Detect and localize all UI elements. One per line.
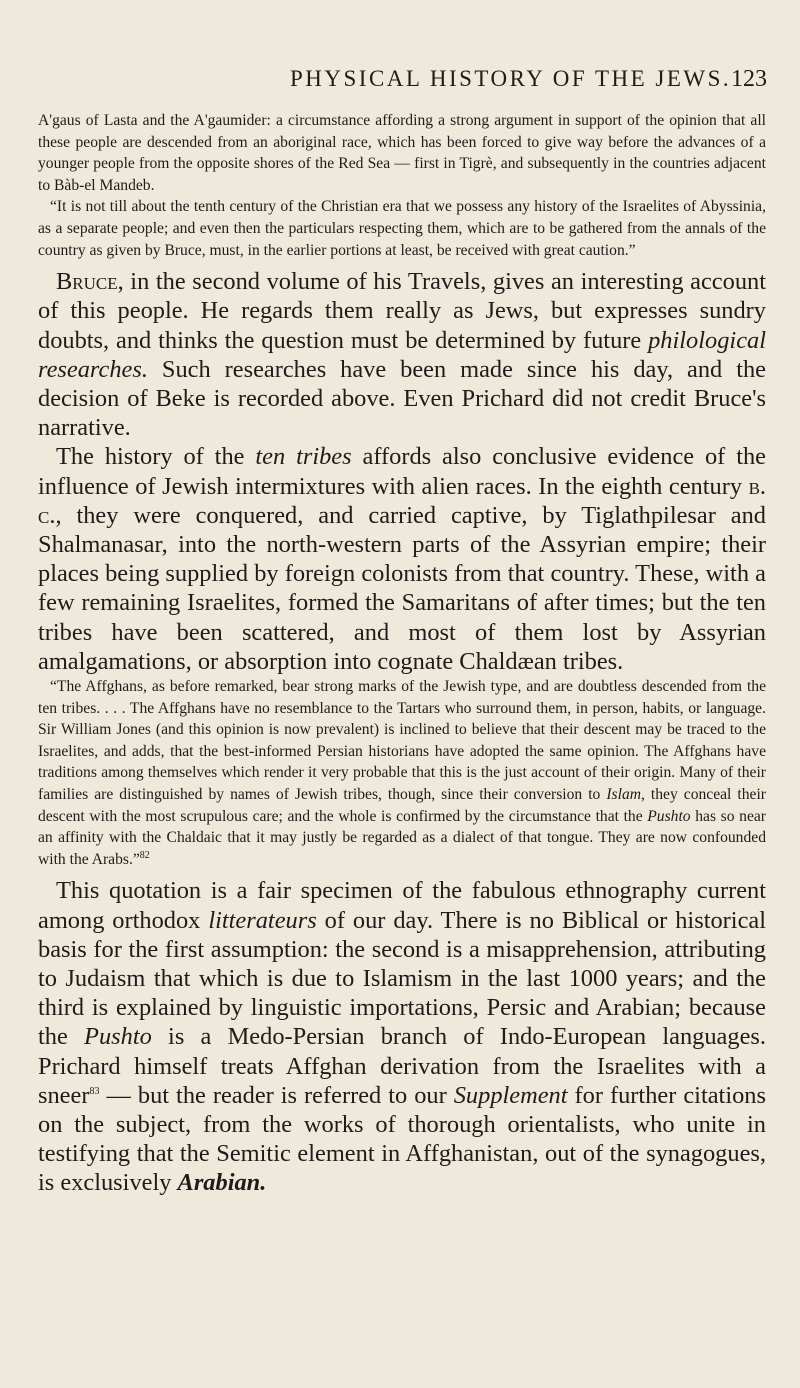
quote-abyssinia-history: “It is not till about the tenth century of the Christian era that we possess any history of the Israelites of Abyssinia, as a separate people; and even then the particulars respecting them, which are to be gathered from the annals of the country as given by Bruce, must, in the earlier portions at least, be received with great caution.” [38,198,766,259]
page-body [38,110,766,1198]
emphasis-ten-tribes: ten tribes [255,443,352,471]
quote-affghans: “The Affghans, as before remarked, bear strong marks of the Jewish type, and are doubtless descended from the ten tribes. . . . The Affghans have no resemblance to the Tartars who surround them, in person, habits, or language. Sir William Jones (and this opinion is now prevalent) is inclined to believe that their descent may be traced to the Israelites, and adds, that the best-informed Persian historians have adopted the same opinion. The Affghans have traditions among themselves which render it very probable that this is the just account of their origin. Many of their families are distinguished by names of Jewish tribes, though, since their conversion to Islam, they conceal their descent with the most scrupulous care; and the whole is confirmed by the circumstance that the Pushto has so near an affinity with the Chaldaic that it may justly be regarded as a dialect of that tongue. They are now confounded with the Arabs.”$^{82}$ [38,678,766,868]
quote-abyssinia-continued: A'gaus of Lasta and the A'gaumider: a circumstance affording a strong argument in support of the opinion that all these people are descended from an aboriginal race, which has been forced to give way before the advances of a younger people from the opposite shores of the Red Sea — first in Tigrè, and subsequently in the countries adjacent to Bàb-el Mandeb. [38,112,766,194]
emphasis-arabian: Arabian. [177,1169,267,1197]
page-header [0,66,800,100]
name-bruce: Bruce [56,268,118,296]
running-head: PHYSICAL HISTORY OF THE JEWS. [290,66,732,91]
paragraph-bruce: Bruce, in the second volume of his Travels, gives an interesting account of this people. He regards them really as Jews, but expresses sundry doubts, and thinks the question must be determined by future philological researches. Such researches have been made since his day, and the decision of Beke is recorded above. Even Prichard did not credit Bruce's narrative. [38,268,766,442]
emphasis-supplement: Supplement [453,1081,568,1109]
paragraph-quotation-critique: This quotation is a fair specimen of the fabulous ethnography current among orthodox litterateurs of our day. There is no Biblical or historical basis for the first assumption: the second is a misapprehension, attributing to Judaism that which is due to Islamism in the last 1000 years; and the third is explained by linguistic importations, Persic and Arabian; because the Pushto is a Medo-Persian branch of Indo-European languages. Prichard himself treats Affghan derivation from the Israelites with a sneer$^{83}$ — but the reader is referred to our Supplement for further citations on the subject, from the works of thorough orientalists, who unite in testifying that the Semitic element in Affghanistan, out of the synagogues, is exclusively Arabian. [38,877,766,1197]
page-number: 123 [731,66,767,92]
era-bc: b. c. [38,472,766,529]
paragraph-ten-tribes: The history of the ten tribes affords also conclusive evidence of the influence of Jewish intermixtures with alien races. In the eighth century b. c., they were conquered, and carried captive, by Tiglathpilesar and Shalmanasar, into the north-western parts of the Assyrian empire; their places being supplied by foreign colonists from that country. These, with a few remaining Israelites, formed the Samaritans of after times; but the ten tribes have been scattered, and most of them lost by Assyrian amalgamations, or absorption into cognate Chaldæan tribes. [38,443,766,675]
footnote-ref-82[interactable]: 82 [139,849,150,861]
emphasis-philological: philological researches. [38,326,766,383]
footnote-ref-83[interactable]: 83 [89,1085,100,1097]
